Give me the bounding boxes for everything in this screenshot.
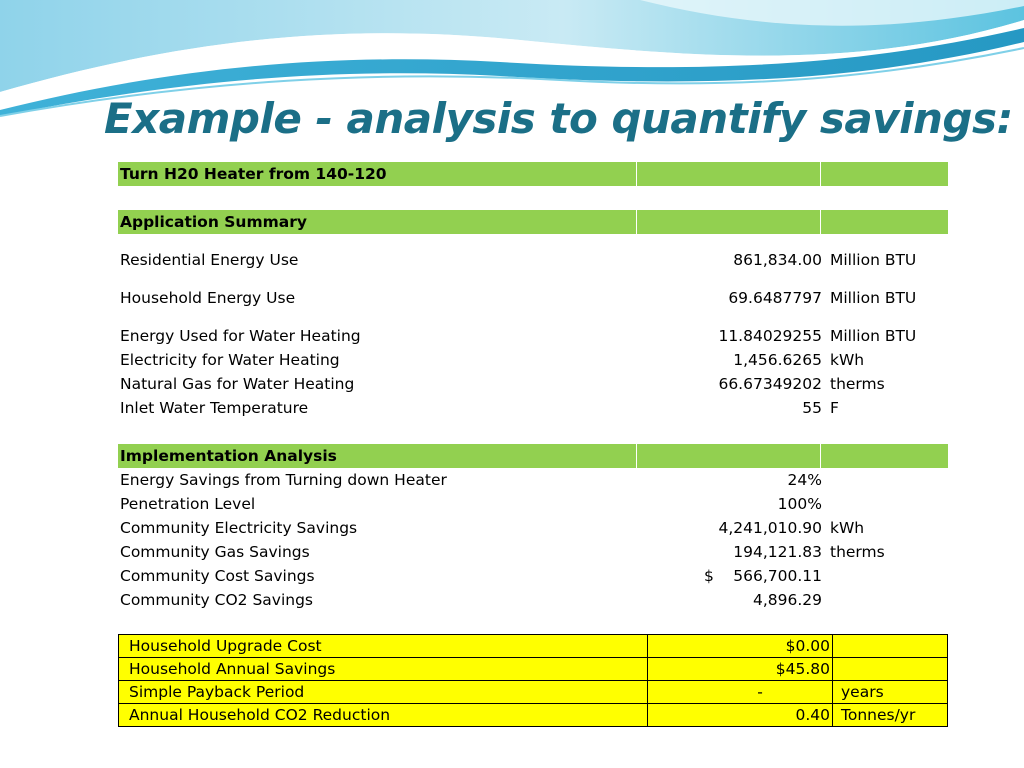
row-label: Electricity for Water Heating — [120, 351, 340, 369]
implementation-row — [118, 564, 948, 588]
row-unit: therms — [830, 375, 885, 393]
row-unit: kWh — [830, 519, 865, 537]
row-value: 1,456.6265 — [733, 351, 822, 369]
row-unit: kWh — [830, 351, 865, 369]
row-value: 566,700.11 — [733, 567, 822, 585]
row-value: 100% — [777, 495, 822, 513]
row-label: Community Gas Savings — [120, 543, 310, 561]
row-label: Community Electricity Savings — [120, 519, 358, 537]
summary-row — [118, 286, 948, 310]
table-row — [119, 681, 948, 704]
table-row — [119, 658, 948, 681]
row-label: Energy Used for Water Heating — [120, 327, 361, 345]
row-label: Community CO2 Savings — [120, 591, 314, 609]
table-row — [119, 704, 948, 727]
section-header-implementation — [118, 444, 948, 468]
row-value: 4,896.29 — [752, 591, 822, 609]
section-summary-label: Application Summary — [120, 213, 307, 231]
row-value: 66.67349202 — [718, 375, 822, 393]
currency-symbol: $ — [704, 567, 714, 585]
section-header-summary — [118, 210, 948, 234]
row-label: Household Upgrade Cost — [119, 635, 648, 658]
analysis-sheet — [118, 162, 948, 612]
row-value-cell — [648, 681, 833, 704]
row-label: Natural Gas for Water Heating — [120, 375, 355, 393]
summary-row — [118, 348, 948, 372]
row-value: $0.00 — [648, 635, 833, 658]
row-label: Inlet Water Temperature — [120, 399, 309, 417]
implementation-row — [118, 516, 948, 540]
row-value: 69.6487797 — [728, 289, 822, 307]
row-value: 194,121.83 — [733, 543, 822, 561]
section-header-heater — [118, 162, 948, 186]
row-label: Penetration Level — [120, 495, 256, 513]
row-value: $45.80 — [648, 658, 833, 681]
row-unit — [833, 658, 948, 681]
row-unit: years — [833, 681, 948, 704]
row-value: 4,241,010.90 — [718, 519, 822, 537]
implementation-row — [118, 540, 948, 564]
row-label: Household Annual Savings — [119, 658, 648, 681]
row-unit: Tonnes/yr — [833, 704, 948, 727]
summary-row — [118, 396, 948, 420]
section-heater-label: Turn H20 Heater from 140-120 — [120, 165, 387, 183]
summary-row — [118, 248, 948, 272]
row-unit: F — [830, 399, 839, 417]
row-value: 24% — [787, 471, 822, 489]
row-value: 11.84029255 — [718, 327, 822, 345]
row-label: Simple Payback Period — [119, 681, 648, 704]
row-label: Annual Household CO2 Reduction — [119, 704, 648, 727]
row-unit: Million BTU — [830, 327, 917, 345]
row-label: Household Energy Use — [120, 289, 296, 307]
household-summary-table — [118, 634, 948, 727]
row-label: Residential Energy Use — [120, 251, 299, 269]
row-value: 861,834.00 — [733, 251, 822, 269]
slide-title: Example - analysis to quantify savings: — [104, 94, 1013, 143]
row-unit — [833, 635, 948, 658]
implementation-row — [118, 468, 948, 492]
row-unit: Million BTU — [830, 289, 917, 307]
section-implementation-label: Implementation Analysis — [120, 447, 337, 465]
row-label: Energy Savings from Turning down Heater — [120, 471, 447, 489]
summary-row — [118, 324, 948, 348]
currency-value — [704, 564, 822, 588]
row-unit: therms — [830, 543, 885, 561]
row-value: - — [757, 683, 763, 701]
row-label: Community Cost Savings — [120, 567, 315, 585]
row-value: 0.40 — [648, 704, 833, 727]
implementation-row — [118, 588, 948, 612]
row-value: 55 — [802, 399, 822, 417]
summary-row — [118, 372, 948, 396]
table-row — [119, 635, 948, 658]
implementation-row — [118, 492, 948, 516]
row-unit: Million BTU — [830, 251, 917, 269]
